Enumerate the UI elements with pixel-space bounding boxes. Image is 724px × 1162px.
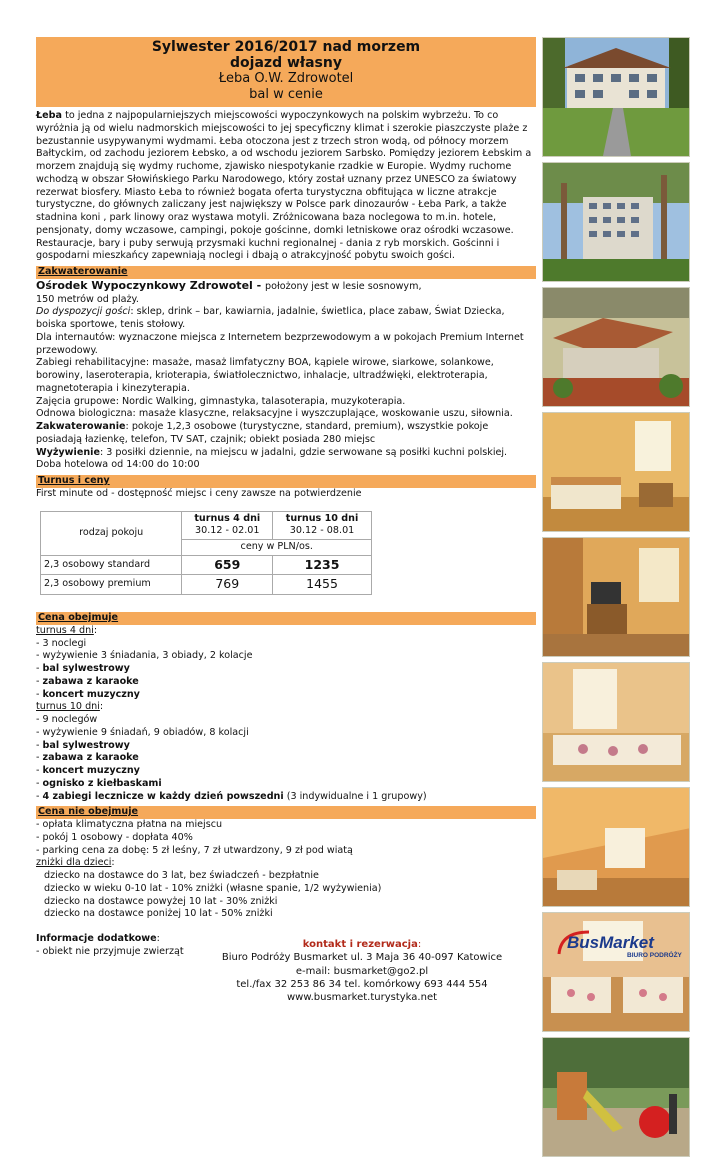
bold-item: koncert muzyczny — [42, 765, 140, 776]
photo-room-2 — [542, 537, 690, 657]
included-list — [36, 625, 536, 804]
resort-beach-distance: 150 metrów od plaży. — [36, 293, 139, 305]
accommodation-heading: Zakwaterowanie — [36, 266, 536, 279]
list-item: - 4 zabiegi lecznicze w każdy dzień powszedni (3 indywidualne i 1 grupowy) — [36, 790, 427, 802]
contact-address: Biuro Podróży Busmarket ul. 3 Maja 36 40-097 Katowice — [221, 952, 503, 964]
bold-item: zabawa z karaoke — [42, 675, 139, 687]
colon: : — [111, 857, 115, 869]
extra-heading: Informacje dodatkowe — [36, 933, 157, 944]
list-item: - parking cena za dobę: 5 zł leśny, 7 zł utwardzony, 9 zł pod wiatą — [36, 844, 353, 856]
turnus-10-dates: 30.12 - 08.01 — [289, 525, 355, 537]
intro-paragraph — [36, 110, 536, 263]
list-item: - zabawa z karaoke — [36, 675, 139, 687]
list-item: - koncert muzyczny — [36, 688, 140, 700]
title-line-2: dojazd własny — [230, 54, 342, 71]
title-line-3: Łeba O.W. Zdrowotel — [218, 71, 354, 87]
disposal-label: Do dyspozycji gości — [36, 306, 131, 318]
list-item: - bal sylwestrowy — [36, 663, 130, 674]
currency-note: ceny w PLN/os. — [182, 540, 372, 556]
photo-room-4 — [542, 787, 690, 907]
colon: : — [417, 939, 422, 950]
list-item: - wyżywienie 3 śniadania, 3 obiady, 2 kolacje — [36, 650, 253, 662]
title-line-1: Sylwester 2016/2017 nad morzem — [151, 39, 421, 55]
list-item: - bal sylwestrowy — [36, 739, 130, 751]
intro-lead: Łeba — [36, 110, 63, 121]
bold-item: ognisko z kiełbaskami — [42, 777, 162, 789]
extra-item: - obiekt nie przyjmuje zwierząt — [36, 945, 184, 957]
contact-footer — [0, 938, 724, 1004]
contact-phone: tel./fax 32 253 86 34 tel. komórkowy 693 444 554 — [236, 978, 488, 990]
turnus-4-label: turnus 4 dni — [36, 624, 94, 636]
price-4-days: 769 — [182, 575, 273, 595]
photo-room-1 — [542, 412, 690, 532]
excluded-list — [36, 819, 536, 921]
list-item: - wyżywienie 9 śniadań, 9 obiadów, 8 kolacji — [36, 726, 249, 738]
bold-item: bal sylwestrowy — [42, 663, 130, 674]
item-note: (3 indywidualne i 1 grupowy) — [283, 790, 427, 802]
price-10-days: 1235 — [273, 555, 372, 575]
bio-renewal: Odnowa biologiczna: masaże klasyczne, relaksacyjne i wyszczuplające, woskowanie uszu, siłownia. — [36, 408, 513, 420]
list-item: dziecko na dostawce poniżej 10 lat - 50% zniżki — [44, 908, 273, 920]
offer-column — [36, 37, 536, 959]
resort-name: Ośrodek Wypoczynkowy Zdrowotel - — [36, 278, 266, 292]
bold-item: 4 zabiegi lecznicze w każdy dzień powszedni — [42, 790, 284, 802]
resort-description — [36, 279, 536, 472]
room-name: 2,3 osobowy standard — [41, 555, 182, 575]
photo-playground — [542, 1037, 690, 1157]
rehab-info: Zabiegi rehabilitacyjne: masaże, masaż limfatyczny BOA, kąpiele wirowe, siarkowe, solankowe, borowiny, laseroterapia, krioterapia, światłolecznictwo, inhalacje, ultradźwięki, elektroterapia, magnetoterapia i kinezyterapia. — [36, 357, 494, 394]
list-item: - ognisko z kiełbaskami — [36, 777, 162, 789]
pricing-note: First minute od - dostępność miejsc i ceny zawsze na potwierdzenie — [36, 487, 362, 499]
excluded-heading: Cena nie obejmuje — [36, 806, 536, 819]
colon: : — [93, 624, 98, 636]
pricing-heading: Turnus i ceny — [36, 475, 536, 488]
colon: : — [99, 701, 104, 713]
turnus-4-dates: 30.12 - 02.01 — [195, 525, 260, 537]
list-item: dziecko w wieku 0-10 lat - 10% zniżki (własne spanie, 1/2 wyżywienia) — [44, 882, 382, 894]
discounts-label: zniżki dla dzieci — [36, 857, 112, 869]
turnus-4-header — [182, 511, 273, 540]
included-heading: Cena obejmuje — [36, 612, 536, 625]
photo-room-3 — [542, 662, 690, 782]
room-name: 2,3 osobowy premium — [41, 575, 182, 595]
list-item: - opłata klimatyczna płatna na miejscu — [36, 819, 223, 830]
title-line-4: bal w cenie — [249, 86, 323, 102]
colon: : — [156, 933, 160, 944]
photo-building-forest — [542, 162, 690, 282]
group-activities: Zajęcia grupowe: Nordic Walking, gimnastyka, talasoterapia, muzykoterapia. — [36, 395, 406, 407]
list-item: dziecko na dostawce do 3 lat, bez świadczeń - bezpłatnie — [44, 870, 319, 881]
turnus-10-title: turnus 10 dni — [285, 512, 359, 524]
photo-building-exterior — [542, 37, 690, 157]
contact-email[interactable]: e-mail: busmarket@go2.pl — [295, 965, 429, 977]
bold-item: zabawa z karaoke — [42, 752, 139, 764]
logo-tagline: BIURO PODRÓŻY — [627, 952, 682, 959]
list-item: dziecko na dostawce powyżej 10 lat - 30% zniżki — [44, 895, 278, 907]
list-item: - koncert muzyczny — [36, 765, 140, 776]
turnus-10-label: turnus 10 dni — [36, 701, 100, 713]
turnus-10-header — [273, 511, 372, 540]
price-10-days: 1455 — [273, 575, 372, 595]
table-row — [41, 555, 372, 575]
contact-heading: kontakt i rezerwacja — [302, 939, 418, 950]
food-label: Wyżywienie — [36, 446, 100, 458]
disposal-text: : sklep, drink – bar, kawiarnia, jadalnie, świetlica, place zabaw, Świat Dziecka, boiska sportowe, tenis stołowy. — [36, 306, 505, 330]
rooms-label: Zakwaterowanie — [36, 421, 126, 432]
photo-aerial-view — [542, 287, 690, 407]
list-item: - 9 noclegów — [36, 714, 98, 725]
list-item: - pokój 1 osobowy - dopłata 40% — [36, 831, 193, 843]
price-4-days: 659 — [182, 555, 273, 575]
contact-website[interactable]: www.busmarket.turystyka.net — [286, 992, 438, 1004]
list-item: - zabawa z karaoke — [36, 752, 139, 764]
room-type-header: rodzaj pokoju — [41, 511, 182, 555]
hotel-day: Doba hotelowa od 14:00 do 10:00 — [36, 459, 200, 471]
resort-location: położony jest w lesie sosnowym, — [265, 280, 422, 292]
title-banner — [36, 37, 536, 107]
list-item: - 3 noclegi — [36, 637, 87, 649]
turnus-4-title: turnus 4 dni — [194, 512, 261, 524]
logo-name: BusMarket — [567, 933, 654, 952]
bold-item: bal sylwestrowy — [42, 739, 130, 751]
rooms-text: : pokoje 1,2,3 osobowe (turystyczne, standard, premium), wszystkie pokoje posiadają łazienkę, telefon, TV SAT, czajnik; obiekt posiada 280 miejsc — [36, 421, 489, 445]
food-text: : 3 posiłki dziennie, na miejscu w jadalni, gdzie serwowane są posiłki kuchni polskiej. — [99, 446, 508, 458]
internet-info: Dla internautów: wyznaczone miejsca z Internetem bezprzewodowym a w pokojach Premium Internet przewodowy. — [36, 331, 524, 356]
bold-item: koncert muzyczny — [42, 688, 140, 700]
table-row — [41, 575, 372, 595]
intro-text: to jedna z najpopularniejszych miejscowości wypoczynkowych na polskim wybrzeżu. To co wyróżnia ją od wielu nadmorskich miejscowości to jej specyficzny klimat i szerokie piaszczyste plaże z bezustannie usypywanymi wydmami. Łeba otoczona jest z trzech stron wodą, od północy morzem Bałtyckim, od zachodu jeziorem Łebsko, a od wschodu jeziorem Sarbsko. Pomiędzy jeziorem Łebskim a morzem znajdują się wydmy ruchome, zjawisko niespotykanie rzadkie w Europie. Wydmy ruchome wchodzą w obszar Słowińskiego Parku Narodowego, który został uznany przez UNESCO za światowy rezerwat biosfery. Miasto Łeba to również bogata oferta turystyczna obfitująca w liczne atrakcje turystyczne, do głównych zaliczany jest największy w Polsce park dinozaurów - Łeba Park, a także stadnina koni , park linowy oraz wystawa motyli. Zróżnicowana baza noclegowa to m.in. hotele, pensjonaty, domy wczasowe, campingi, pokoje gościnne, domki letniskowe oraz ośrodki wczasowe. Restauracje, bary i puby serwują przysmaki kuchni regionalnej - dania z ryb morskich. Gościnni i gospodarni mieszkańcy zapewniają noclegi i dbają o atrakcyjność pobytu swoich gości. — [36, 110, 532, 262]
price-table — [40, 511, 372, 596]
